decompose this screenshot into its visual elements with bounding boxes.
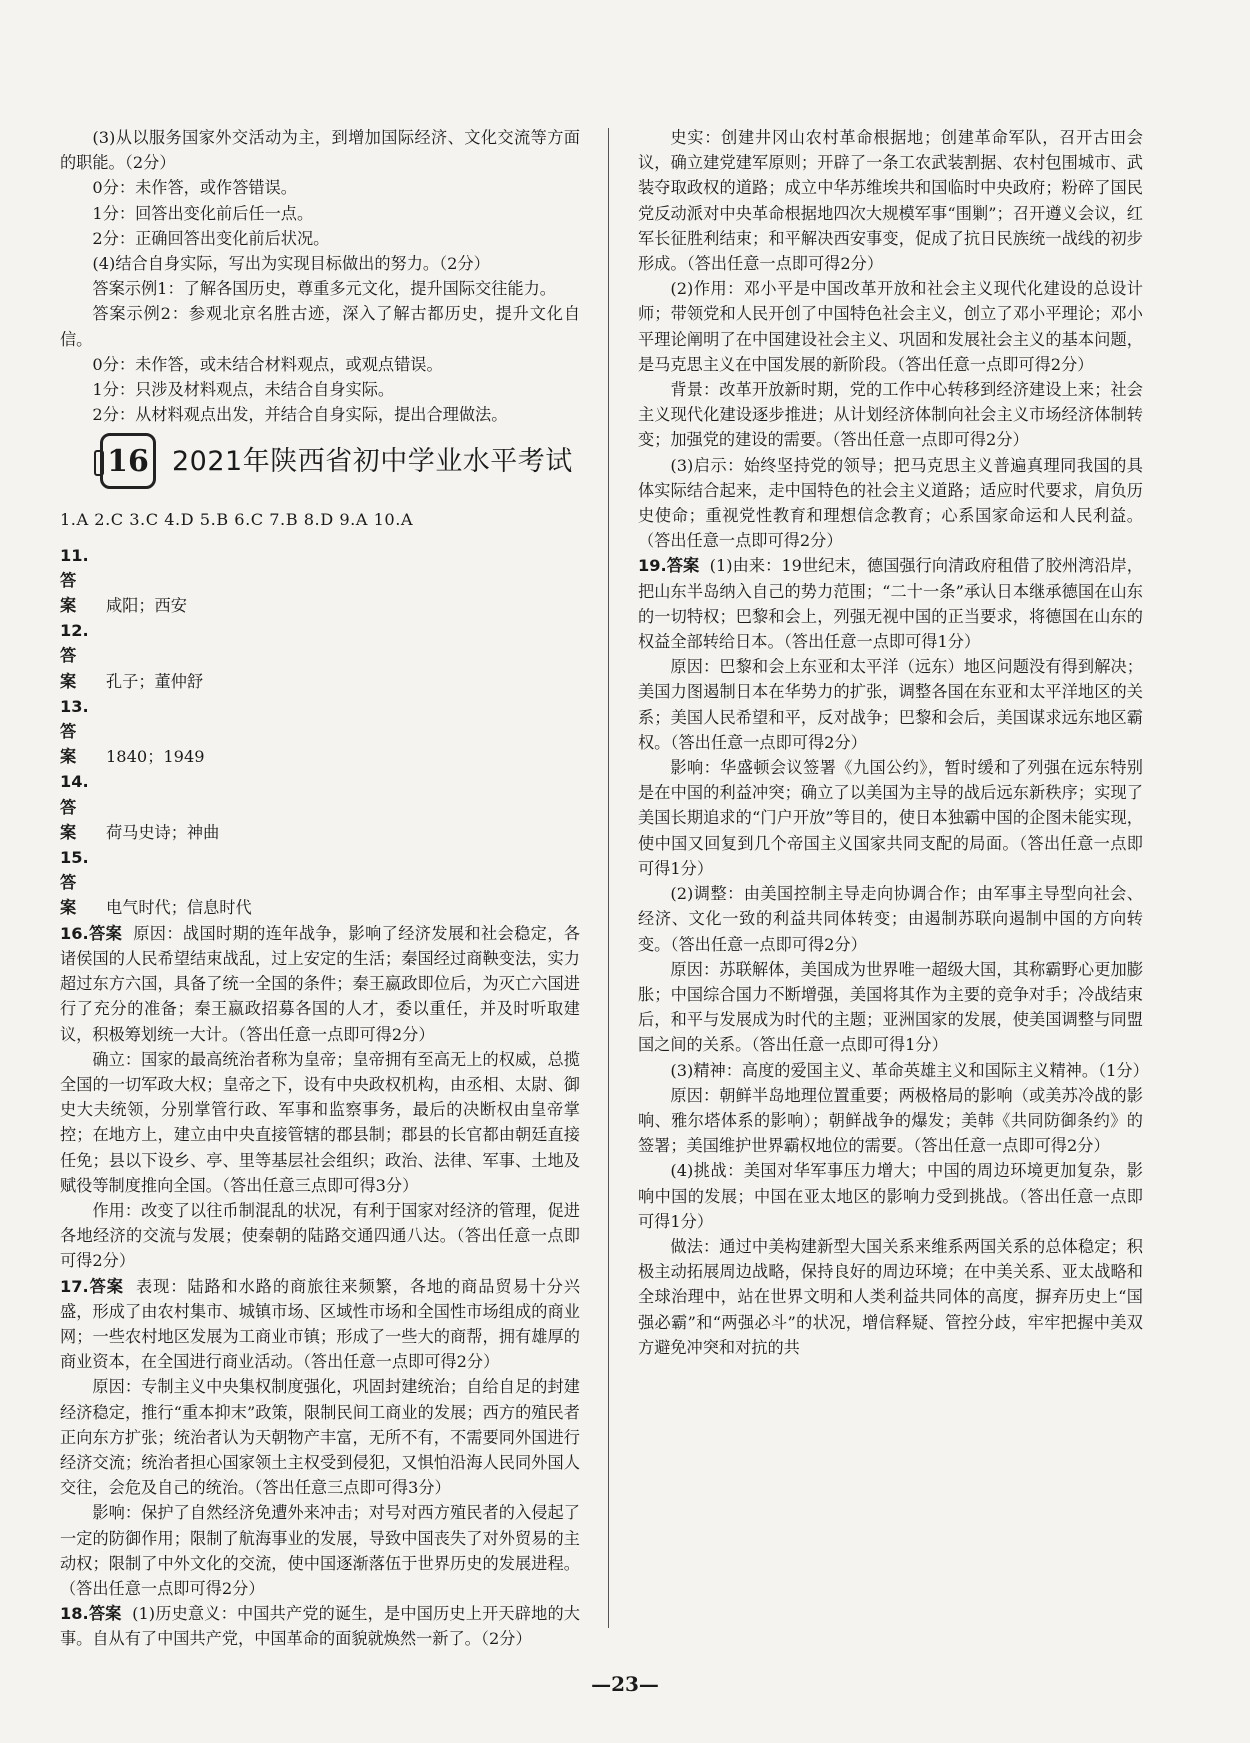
answer-11: [60, 543, 580, 619]
answer-17: [60, 1274, 580, 1375]
answer-12: [60, 618, 580, 694]
answer-16: [60, 921, 580, 1047]
answer-number: 19.答案: [638, 556, 700, 576]
answer-18: [60, 1601, 580, 1651]
paragraph: 确立：国家的最高统治者称为皇帝；皇帝拥有至高无上的权威，总揽全国的一切军政大权；皇帝之下，设有中央政权机构，由丞相、太尉、御史大夫统领，分别掌管行政、军事和监察事务，最后的决断权由皇帝掌控；在地方上，建立由中央直接管辖的郡县制；郡县的长官都由朝廷直接任免；县以下设乡、亭、里等基层社会组织；政治、法律、军事、土地及赋役等制度推向全国。（答出任意三点即可得3分）: [60, 1049, 580, 1195]
answer-text: 荷马史诗；神曲: [106, 822, 220, 842]
answer-text: 电气时代；信息时代: [106, 898, 252, 918]
answer-number: 11.答案: [60, 545, 89, 616]
answer-number: 13.答案: [60, 696, 89, 767]
paragraph: 0分：未作答，或未结合材料观点，或观点错误。: [92, 354, 443, 374]
answer-text: 原因：战国时期的连年战争，影响了经济发展和社会稳定，各诸侯国的人民希望结束战乱，过上安定的生活；秦国经过商鞅变法，实力超过东方六国，具备了统一全国的条件；秦王嬴政即位后，为灭亡六国进行了充分的准备；秦王嬴政招募各国的人才，委以重任，并及时听取建议，积极筹划统一大计。（答出任意一点即可得2分）: [60, 923, 580, 1044]
paragraph: 原因：苏联解体，美国成为世界唯一超级大国，其称霸野心更加膨胀；中国综合国力不断增强，美国将其作为主要的竞争对手；冷战结束后，和平与发展成为时代的主题；亚洲国家的发展，使美国调整与同盟国之间的关系。（答出任意一点即可得1分）: [638, 959, 1143, 1055]
exam-number-badge: 16: [100, 433, 156, 489]
answer-13: [60, 694, 580, 770]
column-divider: [608, 128, 609, 1628]
answer-15: [60, 845, 580, 921]
paragraph: 答案示例1：了解各国历史，尊重多元文化，提升国际交往能力。: [92, 279, 556, 299]
answer-text: (1)由来：19世纪末，德国强行向清政府租借了胶州湾沿岸，把山东半岛纳入自己的势力范围；“二十一条”承认日本继承德国在山东的一切特权；巴黎和会上，列强无视中国的正当要求，将德国在山东的权益全部转给日本。（答出任意一点即可得1分）: [638, 556, 1143, 652]
page-number: —23—: [591, 1672, 659, 1696]
paragraph: 原因：专制主义中央集权制度强化，巩固封建统治；自给自足的封建经济稳定，推行“重本抑末”政策，限制民间工商业的发展；西方的殖民者正向东方扩张；统治者认为天朝物产丰富，无所不有，不需要同外国进行经济交流；统治者担心国家领土主权受到侵犯，又惧怕沿海人民同外国人交往，会危及自己的统治。（答出任意三点即可得3分）: [60, 1377, 580, 1498]
paragraph: (3)从以服务国家外交活动为主，到增加国际经济、文化交流等方面的职能。（2分）: [60, 128, 580, 173]
paragraph: 原因：朝鲜半岛地理位置重要；两极格局的影响（或美苏冷战的影响、雅尔塔体系的影响）；朝鲜战争的爆发；美韩《共同防御条约》的签署；美国维护世界霸权地位的需要。（答出任意一点即可得2分）: [638, 1085, 1143, 1156]
multiple-choice-answers: 1.A 2.C 3.C 4.D 5.B 6.C 7.B 8.D 9.A 10.A: [60, 510, 414, 530]
answer-text: 孔子；董仲舒: [106, 671, 204, 691]
answer-text: 表现：陆路和水路的商旅往来频繁，各地的商品贸易十分兴盛，形成了由农村集市、城镇市场、区域性市场和全国性市场组成的商业网；一些农村地区发展为工商业市镇；形成了一些大的商帮，拥有雄厚的商业资本，在全国进行商业活动。（答出任意一点即可得2分）: [60, 1276, 580, 1372]
paragraph: (4)挑战：美国对华军事压力增大；中国的周边环境更加复杂，影响中国的发展；中国在亚太地区的影响力受到挑战。（答出任意一点即可得1分）: [638, 1161, 1143, 1231]
paragraph: 做法：通过中美构建新型大国关系来维系两国关系的总体稳定；积极主动拓展周边战略，保持良好的周边环境；在中美关系、亚太战略和全球治理中，站在世界文明和人类利益共同体的高度，摒弃历史上“国强必霸”和“两强必斗”的状况，增信释疑、管控分歧，牢牢把握中美双方避免冲突和对抗的共: [638, 1236, 1143, 1357]
paragraph: 2分：从材料观点出发，并结合自身实际，提出合理做法。: [92, 405, 508, 425]
paragraph: 答案示例2：参观北京名胜古迹，深入了解古都历史，提升文化自信。: [60, 304, 580, 349]
answer-number: 17.答案: [60, 1276, 124, 1296]
answer-number: 14.答案: [60, 772, 89, 842]
paragraph: 史实：创建井冈山农村革命根据地；创建革命军队，召开古田会议，确立建党建军原则；开辟了一条工农武装割据、农村包围城市、武装夺取政权的道路；成立中华苏维埃共和国临时中央政府；粉碎了国民党反动派对中央革命根据地四次大规模军事“围剿”；召开遵义会议，红军长征胜利结束；和平解决西安事变，促成了抗日民族统一战线的初步形成。（答出任意一点即可得2分）: [638, 128, 1143, 274]
answer-14: [60, 769, 580, 845]
answer-number: 12.答案: [60, 621, 89, 691]
answer-number: 16.答案: [60, 923, 123, 943]
paragraph: 0分：未作答，或作答错误。: [92, 178, 297, 198]
answer-text: 1840；1949: [106, 747, 205, 767]
answer-text: (1)历史意义：中国共产党的诞生，是中国历史上开天辟地的大事。自从有了中国共产党，中国革命的面貌就焕然一新了。（2分）: [60, 1604, 580, 1649]
answer-number: 15.答案: [60, 848, 89, 918]
exam-title: 2021年陕西省初中学业水平考试: [172, 445, 573, 477]
exam-heading: [100, 433, 580, 489]
answer-number: 18.答案: [60, 1604, 122, 1624]
paragraph: (2)作用：邓小平是中国改革开放和社会主义现代化建设的总设计师；带领党和人民开创了中国特色社会主义，创立了邓小平理论；邓小平理论阐明了在中国建设社会主义、巩固和发展社会主义的基本问题，是马克思主义在中国发展的新阶段。（答出任意一点即可得2分）: [638, 279, 1143, 374]
paragraph: 2分：正确回答出变化前后状况。: [92, 228, 330, 248]
paragraph: 影响：保护了自然经济免遭外来冲击；对号对西方殖民者的入侵起了一定的防御作用；限制了航海事业的发展，导致中国丧失了对外贸易的主动权；限制了中外文化的交流，使中国逐渐落伍于世界历史的发展进程。（答出任意一点即可得2分）: [60, 1503, 580, 1598]
right-column: [638, 125, 1149, 1360]
paragraph: 作用：改变了以往币制混乱的状况，有利于国家对经济的管理，促进各地经济的交流与发展；使秦朝的陆路交通四通八达。（答出任意一点即可得2分）: [60, 1200, 580, 1271]
paragraph: 影响：华盛顿会议签署《九国公约》，暂时缓和了列强在远东特别是在中国的利益冲突；确立了以美国为主导的战后远东新秩序；实现了美国长期追求的“门户开放”等目的，使日本独霸中国的企图未能实现，使中国又回复到几个帝国主义国家共同支配的局面。（答出任意一点即可得1分）: [638, 758, 1143, 878]
answer-19: [638, 553, 1143, 654]
paragraph: 原因：巴黎和会上东亚和太平洋（远东）地区问题没有得到解决；美国力图遏制日本在华势力的扩张，调整各国在东亚和太平洋地区的关系；美国人民希望和平，反对战争；巴黎和会后，美国谋求远东地区霸权。（答出任意一点即可得2分）: [638, 657, 1143, 752]
paragraph: 1分：回答出变化前后任一点。: [92, 203, 314, 223]
paragraph: (4)结合自身实际，写出为实现目标做出的努力。（2分）: [92, 254, 490, 274]
paragraph: 背景：改革开放新时期，党的工作中心转移到经济建设上来；社会主义现代化建设逐步推进；从计划经济体制向社会主义市场经济体制转变；加强党的建设的需要。（答出任意一点即可得2分）: [638, 380, 1143, 450]
paragraph: (3)精神：高度的爱国主义、革命英雄主义和国际主义精神。（1分）: [670, 1060, 1149, 1080]
answer-text: 咸阳；西安: [106, 596, 187, 616]
paragraph: 1分：只涉及材料观点，未结合自身实际。: [92, 380, 395, 400]
paragraph: (2)调整：由美国控制主导走向协调合作；由军事主导型向社会、经济、文化一致的利益共同体转变；由遏制苏联向遏制中国的方向转变。（答出任意一点即可得2分）: [638, 884, 1143, 954]
paragraph: (3)启示：始终坚持党的领导；把马克思主义普遍真理同我国的具体实际结合起来，走中国特色的社会主义道路；适应时代要求，肩负历史使命；重视党性教育和理想信念教育；心系国家命运和人民利益。（答出任意一点即可得2分）: [638, 455, 1143, 551]
left-column: [60, 125, 580, 1652]
